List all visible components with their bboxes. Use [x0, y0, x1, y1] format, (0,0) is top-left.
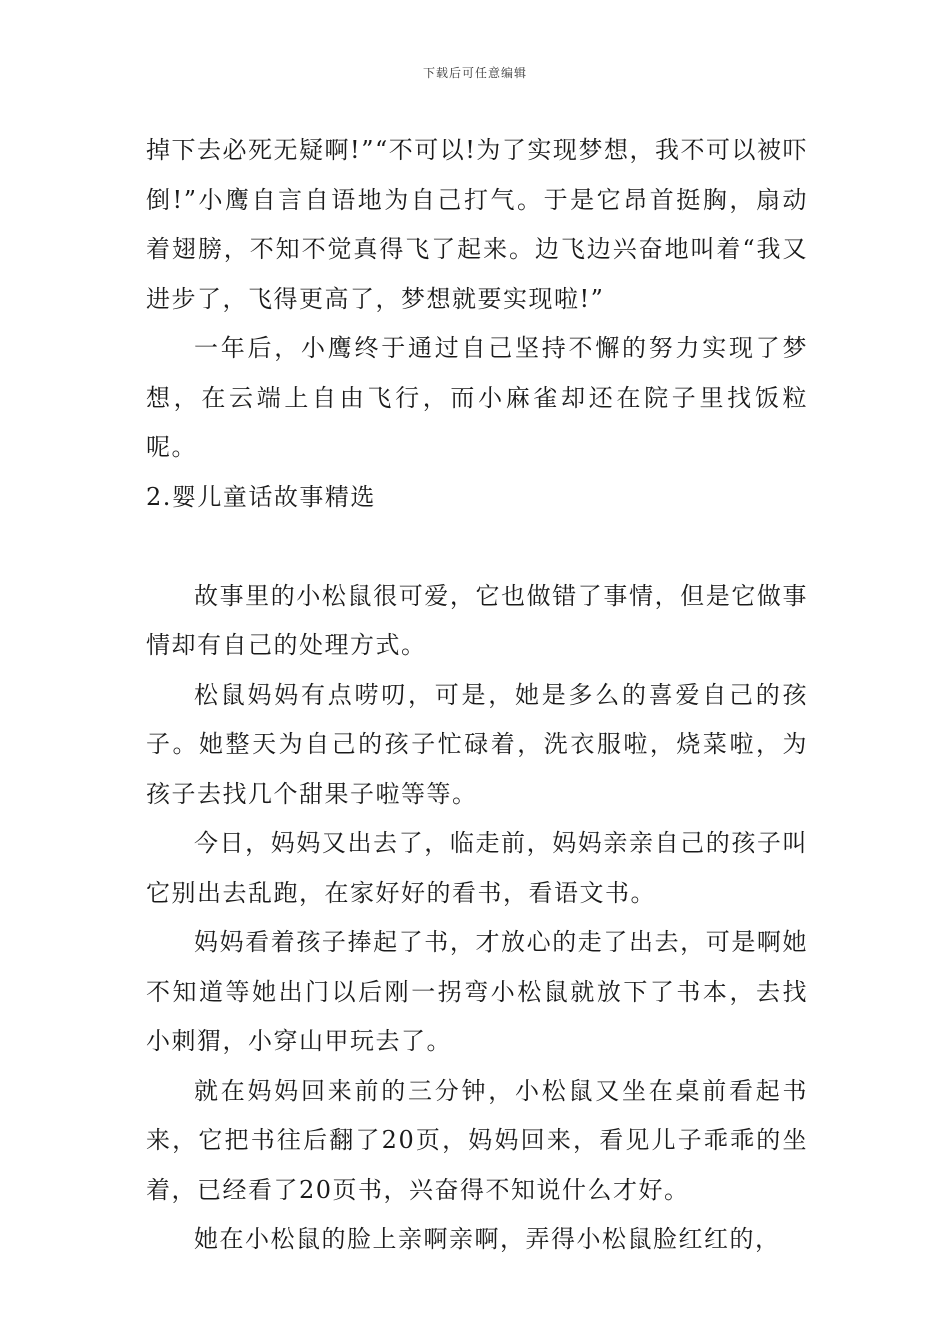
paragraph-continued: 掉下去必死无疑啊!”“不可以!为了实现梦想，我不可以被吓倒!”小鹰自言自语地为自己打气。于是它昂首挺胸，扇动着翅膀，不知不觉真得飞了起来。边飞边兴奋地叫着“我又进步了，飞得更高了，梦想就要实现啦!” — [146, 136, 808, 313]
page-header: 下载后可任意编辑 — [422, 66, 527, 80]
document-body — [146, 126, 808, 1265]
paragraph: 故事里的小松鼠很可爱，它也做错了事情，但是它做事情却有自己的处理方式。 — [146, 581, 808, 659]
paragraph: 今日，妈妈又出去了，临走前，妈妈亲亲自己的孩子叫它别出去乱跑，在家好好的看书，看语文书。 — [146, 829, 808, 907]
paragraph: 妈妈看着孩子捧起了书，才放心的走了出去，可是啊她不知道等她出门以后刚一拐弯小松鼠就放下了书本，去找小刺猬，小穿山甲玩去了。 — [146, 928, 808, 1055]
blank-line — [146, 522, 808, 572]
paragraph: 一年后，小鹰终于通过自己坚持不懈的努力实现了梦想，在云端上自由飞行，而小麻雀却还在院子里找饭粒呢。 — [146, 334, 808, 461]
paragraph: 就在妈妈回来前的三分钟，小松鼠又坐在桌前看起书来，它把书往后翻了20页，妈妈回来，看见儿子乖乖的坐着，已经看了20页书，兴奋得不知说什么才好。 — [146, 1076, 808, 1204]
paragraph: 松鼠妈妈有点唠叨，可是，她是多么的喜爱自己的孩子。她整天为自己的孩子忙碌着，洗衣服啦，烧菜啦，为孩子去找几个甜果子啦等等。 — [146, 680, 808, 808]
paragraph: 她在小松鼠的脸上亲啊亲啊，弄得小松鼠脸红红的， — [194, 1225, 781, 1253]
section-title: 2.婴儿童话故事精选 — [146, 482, 376, 511]
